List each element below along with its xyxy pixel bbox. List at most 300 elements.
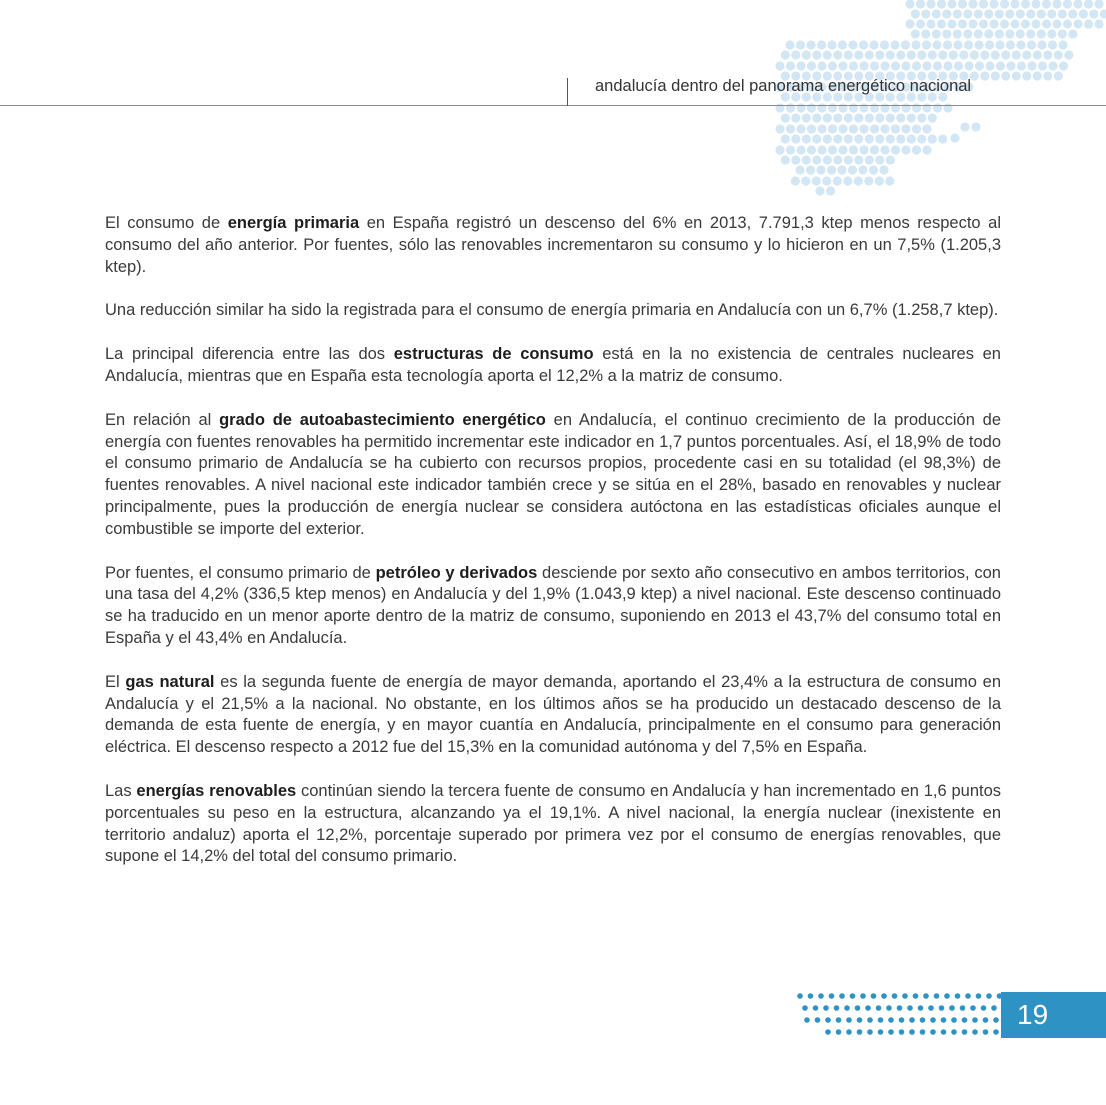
decorative-dot [1042,0,1051,9]
decorative-dot [867,1029,873,1035]
decorative-dot [812,155,821,164]
decorative-dot [901,124,910,133]
decorative-dot [901,61,910,70]
decorative-dot [993,1029,999,1035]
decorative-dot [791,155,800,164]
decorative-dot [888,1029,894,1035]
decorative-dot [917,50,926,59]
decorative-dot [1001,71,1010,80]
decorative-dot [1094,0,1103,9]
decorative-dot [912,145,921,154]
decorative-dot [930,1017,936,1023]
decorative-dot [918,1005,924,1011]
decorative-dot [836,1017,842,1023]
decorative-dot [859,61,868,70]
decorative-dot [1052,19,1061,28]
decorative-dot [922,61,931,70]
decorative-dot [937,19,946,28]
decorative-dot [839,993,845,999]
decorative-dot [981,1005,987,1011]
decorative-dot [849,124,858,133]
decorative-dot [886,50,895,59]
decorative-dot [928,113,937,122]
decorative-dot [806,165,815,174]
decorative-dot [1058,40,1067,49]
decorative-dot [928,50,937,59]
decorative-dot [899,1029,905,1035]
decorative-dot [828,124,837,133]
decorative-dot [944,993,950,999]
decorative-dot [837,165,846,174]
decorative-dot [849,145,858,154]
decorative-dot [989,19,998,28]
decorative-dot [825,1029,831,1035]
decorative-dot [880,145,889,154]
decorative-dot [875,155,884,164]
decorative-dot [951,1017,957,1023]
decorative-dot [857,1017,863,1023]
decorative-dot [1021,19,1030,28]
decorative-dot [995,9,1004,18]
decorative-dot [1089,9,1098,18]
decorative-dot [897,1005,903,1011]
decorative-dot [865,1005,871,1011]
decorative-dot [796,61,805,70]
decorative-dot [960,1005,966,1011]
decorative-dot [1016,40,1025,49]
decorative-dot [802,113,811,122]
decorative-dot [923,993,929,999]
decorative-dot [859,40,868,49]
paragraph-gas-natural: El gas natural es la segunda fuente de energía de mayor demanda, aportando el 23,4% a la estructura de consumo en Andalucía y el 21,5% a la nacional. No obstante, en los últimos años se ha producido un destacado descenso de la demanda de esta fuente de energía, y en mayor cuantía en Andalucía, principalmente en el consumo para generación eléctrica. El descenso respecto a 2012 fue del 15,3% en la comunidad autónoma y del 7,5% en España. [105,672,1001,757]
decorative-dot [1084,19,1093,28]
decorative-dot [870,124,879,133]
decorative-dot [844,1005,850,1011]
decorative-dot [833,50,842,59]
decorative-dot [928,134,937,143]
decorative-dot [1043,71,1052,80]
decorative-dot [826,186,835,195]
decorative-dot [886,1005,892,1011]
decorative-dot [976,993,982,999]
paragraph-estructuras-consumo: La principal diferencia entre las dos estructuras de consumo está en la no existencia de centrales nucleares en Andalucía, mientras que en España esta tecnología aporta el 12,2% a la matriz de consumo. [105,345,1001,385]
running-header-title: andalucía dentro del panorama energético nacional [595,77,972,95]
decorative-dot [947,19,956,28]
decorative-dot-map [770,0,1106,200]
decorative-dot [949,1005,955,1011]
decorative-dot-strip [795,990,1005,1038]
decorative-dot [960,122,969,131]
decorative-dot [891,124,900,133]
decorative-dot [1073,0,1082,9]
decorative-dot [865,134,874,143]
decorative-dot [909,1017,915,1023]
decorative-dot [815,1017,821,1023]
decorative-dot [989,0,998,9]
decorative-dot [954,61,963,70]
decorative-dot [1033,71,1042,80]
decorative-dot [796,124,805,133]
decorative-dot [1005,9,1014,18]
decorative-dot [878,1029,884,1035]
decorative-dot [984,9,993,18]
decorative-dot [968,19,977,28]
decorative-dot [892,993,898,999]
decorative-dot [993,1017,999,1023]
decorative-dot [1063,0,1072,9]
decorative-dot [869,40,878,49]
decorative-dot [875,50,884,59]
decorative-dot [836,1029,842,1035]
decorative-dot [865,50,874,59]
header-separator [567,78,568,106]
decorative-dot [812,113,821,122]
decorative-dot [1012,71,1021,80]
decorative-dot [974,9,983,18]
decorative-dot [972,1029,978,1035]
decorative-dot [891,145,900,154]
decorative-dot [791,113,800,122]
decorative-dot [909,1029,915,1035]
decorative-dot [941,1029,947,1035]
decorative-dot [1064,50,1073,59]
decorative-dot [970,1005,976,1011]
decorative-dot [991,1005,997,1011]
decorative-dot [932,29,941,38]
decorative-dot [911,9,920,18]
decorative-dot [947,0,956,9]
decorative-dot [1037,40,1046,49]
decorative-dot [933,61,942,70]
decorative-dot [797,993,803,999]
decorative-dot [859,145,868,154]
decorative-dot [864,176,873,185]
decorative-dot [854,50,863,59]
decorative-dot [1058,29,1067,38]
decorative-dot [1084,0,1093,9]
decorative-dot [943,61,952,70]
decorative-dot [822,176,831,185]
decorative-dot [928,1005,934,1011]
decorative-dot [916,0,925,9]
decorative-dot [881,993,887,999]
decorative-dot [1005,29,1014,38]
decorative-dot [1016,29,1025,38]
decorative-dot [775,61,784,70]
decorative-dot [890,40,899,49]
decorative-dot [891,61,900,70]
decorative-dot [1006,40,1015,49]
decorative-dot [1031,0,1040,9]
decorative-dot [885,176,894,185]
decorative-dot [1012,50,1021,59]
decorative-dot [865,113,874,122]
decorative-dot [1010,0,1019,9]
decorative-dot [802,155,811,164]
decorative-dot [880,124,889,133]
decorative-dot [996,61,1005,70]
decorative-dot [804,1017,810,1023]
decorative-dot [825,1017,831,1023]
decorative-dot [833,113,842,122]
decorative-dot [875,113,884,122]
decorative-dot [878,1017,884,1023]
decorative-dot [1026,9,1035,18]
decorative-dot [1058,9,1067,18]
paragraph-andalucia-reduccion: Una reducción similar ha sido la registrada para el consumo de energía primaria en Andalucía con un 6,7% (1.258,7 ktep). [105,301,999,320]
decorative-dot [818,993,824,999]
decorative-dot [955,993,961,999]
decorative-dot [1037,29,1046,38]
decorative-dot [817,124,826,133]
decorative-dot [916,19,925,28]
decorative-dot [869,165,878,174]
decorative-dot [911,29,920,38]
decorative-dot [939,1005,945,1011]
decorative-dot [896,50,905,59]
decorative-dot [816,165,825,174]
decorative-dot [880,61,889,70]
decorative-dot [786,124,795,133]
decorative-dot [1094,19,1103,28]
decorative-dot [817,145,826,154]
decorative-dot [817,40,826,49]
decorative-dot [991,71,1000,80]
decorative-dot [1022,71,1031,80]
decorative-dot [876,1005,882,1011]
decorative-dot [949,50,958,59]
decorative-dot [854,113,863,122]
decorative-dot [833,155,842,164]
decorative-dot [844,134,853,143]
decorative-dot [920,1029,926,1035]
decorative-dot [907,1005,913,1011]
decorative-dot [930,1029,936,1035]
decorative-dot [813,1005,819,1011]
decorative-dot [896,113,905,122]
decorative-dot [941,1017,947,1023]
decorative-dot [1017,61,1026,70]
decorative-dot [962,1029,968,1035]
decorative-dot [980,50,989,59]
decorative-dot [1027,61,1036,70]
decorative-dot [1038,61,1047,70]
decorative-dot [1047,9,1056,18]
paragraph-energia-primaria: El consumo de energía primaria en España registró un descenso del 6% en 2013, 7.791,3 ktep menos respecto al consumo del año anterior. Por fuentes, sólo las renovables incrementaron su consumo y lo hicieron en un 7,5% (1.205,3 ktep). [105,214,1001,276]
decorative-dot [921,29,930,38]
decorative-dot [1047,29,1056,38]
decorative-dot [986,993,992,999]
decorative-dot [971,122,980,131]
decorative-dot [879,165,888,174]
header-rule [0,105,1106,106]
decorative-dot [1048,40,1057,49]
decorative-dot [808,993,814,999]
decorative-dot [963,29,972,38]
decorative-dot [880,40,889,49]
decorative-dot [979,0,988,9]
decorative-dot [886,113,895,122]
decorative-dot [937,0,946,9]
decorative-dot [775,124,784,133]
decorative-dot [972,1017,978,1023]
decorative-dot [1006,61,1015,70]
decorative-dot [1042,19,1051,28]
decorative-dot [849,61,858,70]
decorative-dot [802,1005,808,1011]
decorative-dot [974,40,983,49]
decorative-dot [823,155,832,164]
decorative-dot [1068,29,1077,38]
decorative-dot [854,176,863,185]
decorative-dot [907,113,916,122]
decorative-dot [1068,9,1077,18]
decorative-dot [827,165,836,174]
decorative-dot [912,124,921,133]
decorative-dot [984,29,993,38]
decorative-dot [838,145,847,154]
decorative-dot [934,993,940,999]
decorative-dot [1000,0,1009,9]
decorative-dot [979,19,988,28]
decorative-dot [815,186,824,195]
decorative-dot [962,1017,968,1023]
decorative-dot [855,1005,861,1011]
decorative-dot [985,61,994,70]
decorative-dot [938,50,947,59]
decorative-dot [812,176,821,185]
decorative-dot [854,155,863,164]
decorative-dot [846,1017,852,1023]
decorative-dot [786,145,795,154]
decorative-dot [1048,61,1057,70]
decorative-dot [991,50,1000,59]
decorative-dot [870,145,879,154]
body-text [105,213,1001,890]
decorative-dot [781,50,790,59]
decorative-dot [781,113,790,122]
decorative-dot [823,50,832,59]
decorative-dot [1054,50,1063,59]
page-number: 19 [1001,992,1106,1038]
paragraph-renovables: Las energías renovables continúan siendo la tercera fuente de consumo en Andalucía y han incrementado en 1,6 puntos porcentuales su peso en la estructura, alcanzando ya el 19,1%. A nivel nacional, la energía nuclear (inexistente en territorio andaluz) aporta el 12,2%, porcentaje superado por primera vez por el consumo de energías renovables, que supone el 14,2% del total del consumo primario. [105,781,1002,866]
decorative-dot [901,40,910,49]
decorative-dot [843,176,852,185]
decorative-dot [951,1029,957,1035]
decorative-dot [899,1017,905,1023]
decorative-dot [1073,19,1082,28]
decorative-dot [953,29,962,38]
decorative-dot [796,40,805,49]
decorative-dot [833,176,842,185]
decorative-dot [1001,50,1010,59]
decorative-dot [983,1017,989,1023]
decorative-dot [817,61,826,70]
decorative-dot [801,176,810,185]
decorative-dot [785,40,794,49]
decorative-dot [905,19,914,28]
decorative-dot [907,134,916,143]
decorative-dot [1037,9,1046,18]
decorative-dot [943,40,952,49]
decorative-dot [807,145,816,154]
decorative-dot [865,155,874,164]
decorative-dot [828,145,837,154]
decorative-dot [827,40,836,49]
decorative-dot [958,19,967,28]
decorative-dot [959,50,968,59]
decorative-dot [922,145,931,154]
decorative-dot [953,9,962,18]
decorative-dot [995,29,1004,38]
decorative-dot [1059,61,1068,70]
decorative-dot [846,1029,852,1035]
decorative-dot [995,40,1004,49]
decorative-dot [1063,19,1072,28]
decorative-dot [964,61,973,70]
decorative-dot [812,50,821,59]
decorative-dot [970,50,979,59]
decorative-dot [1079,9,1088,18]
decorative-dot [1010,19,1019,28]
decorative-dot [1100,9,1106,18]
decorative-dot [795,165,804,174]
decorative-dot [857,1029,863,1035]
decorative-dot [886,134,895,143]
decorative-dot [806,40,815,49]
decorative-dot [802,134,811,143]
decorative-dot [828,61,837,70]
decorative-dot [974,29,983,38]
decorative-dot [829,993,835,999]
decorative-dot [921,9,930,18]
decorative-dot [838,124,847,133]
decorative-dot [938,134,947,143]
decorative-dot [965,993,971,999]
decorative-dot [844,113,853,122]
decorative-dot [1031,19,1040,28]
decorative-dot [775,145,784,154]
decorative-dot [942,29,951,38]
decorative-dot [833,134,842,143]
decorative-dot [980,71,989,80]
decorative-dot [1054,71,1063,80]
decorative-dot [901,145,910,154]
decorative-dot [968,0,977,9]
decorative-dot [902,993,908,999]
decorative-dot [917,113,926,122]
decorative-dot [950,133,959,142]
decorative-dot [1033,50,1042,59]
decorative-dot [922,124,931,133]
decorative-dot [781,134,790,143]
decorative-dot [888,1017,894,1023]
decorative-dot [823,113,832,122]
decorative-dot [791,176,800,185]
decorative-dot [791,134,800,143]
decorative-dot [844,155,853,164]
decorative-dot [1021,0,1030,9]
decorative-dot [867,1017,873,1023]
paragraph-autoabastecimiento: En relación al grado de autoabastecimiento energético en Andalucía, el continuo crecimiento de la producción de energía con fuentes renovables ha permitido incrementar este indicador en 1,7 puntos porcentuales. Así, el 18,9% de todo el consumo primario de Andalucía se ha cubierto con recursos propios, procedente casi en su totalidad (el 98,3%) de fuentes renovables. A nivel nacional este indicador también crece y se sitúa en el 28%, basado en renovables y nuclear principalmente, pues la producción de energía nuclear se considera autóctona en las estadísticas oficiales aunque el combustible se importe del exterior. [105,410,1001,538]
decorative-dot [911,40,920,49]
decorative-dot [1027,40,1036,49]
decorative-dot [932,9,941,18]
decorative-dot [848,165,857,174]
decorative-dot [975,61,984,70]
decorative-dot [786,61,795,70]
decorative-dot [834,1005,840,1011]
